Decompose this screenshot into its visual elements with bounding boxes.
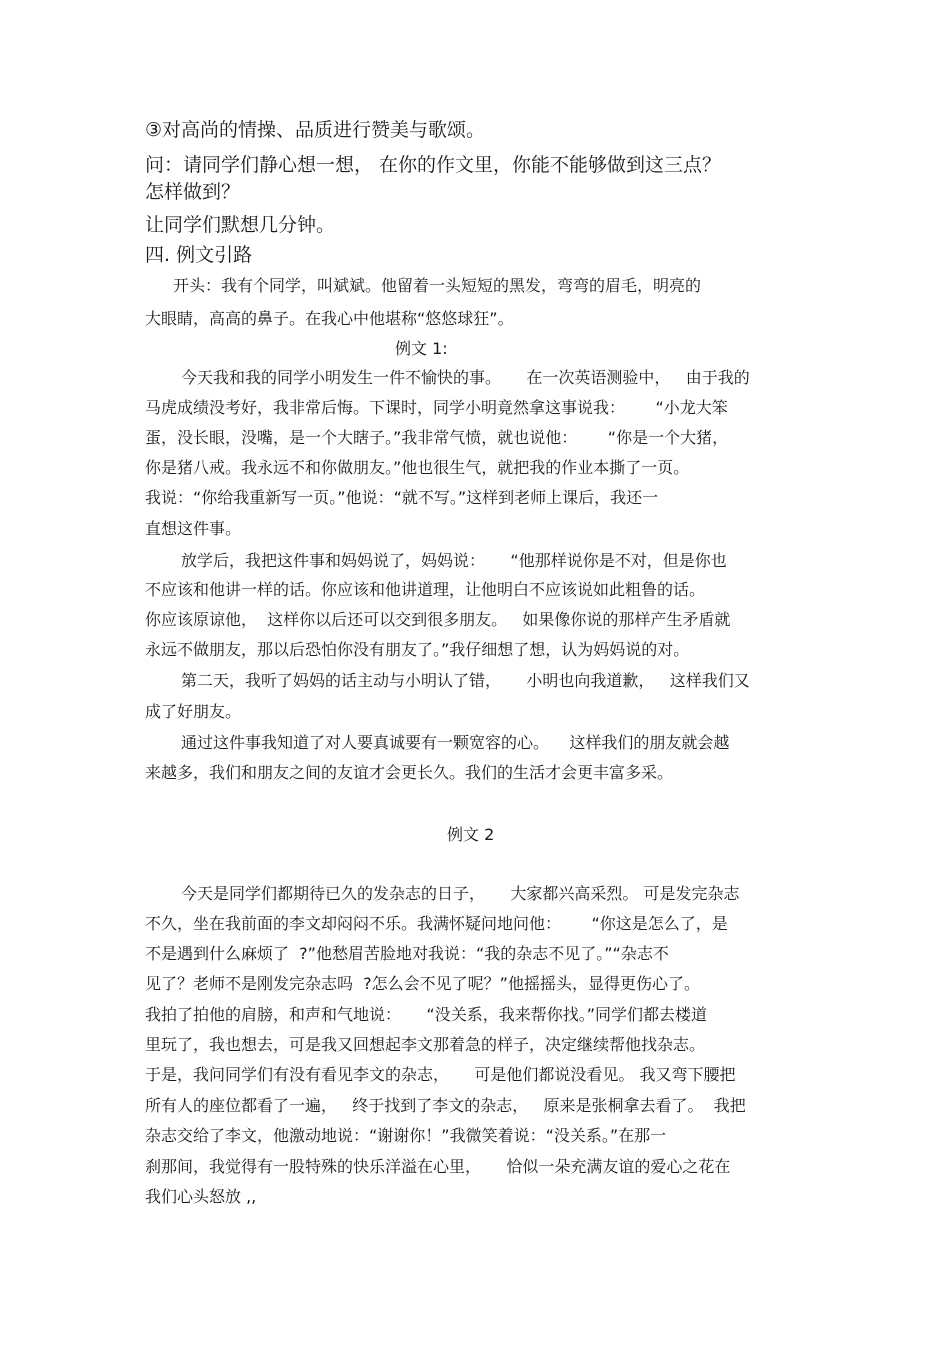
example-2-title: 例文 2 <box>447 825 495 844</box>
question-line-2: 怎样做到？ <box>145 181 241 203</box>
example-1-line: 放学后，我把这件事和妈妈说了，妈妈说： “他那样说你是不对，但是你也 <box>181 551 727 570</box>
opening-line: 开头：我有个同学，叫斌斌。他留着一头短短的黑发，弯弯的眉毛，明亮的 <box>173 276 702 295</box>
example-1-line: 你是猪八戒。我永远不和你做朋友。”他也很生气，就把我的作业本撕了一页。 <box>145 458 690 477</box>
example-1-line: 第二天，我听了妈妈的话主动与小明认了错， 小明也向我道歉， 这样我们又 <box>181 671 750 690</box>
example-1-line: 通过这件事我知道了对人要真诚要有一颗宽容的心。 这样我们的朋友就会越 <box>181 733 730 752</box>
example-2-line: 我们心头怒放 ,, <box>145 1187 257 1206</box>
example-1-line: 永远不做朋友，那以后恐怕你没有朋友了。”我仔细想了想，认为妈妈说的对。 <box>145 640 690 659</box>
example-2-line: 刹那间，我觉得有一股特殊的快乐洋溢在心里， 恰似一朵充满友谊的爱心之花在 <box>145 1157 731 1176</box>
example-1-line: 直想这件事。 <box>145 519 242 538</box>
example-1-line: 你应该原谅他， 这样你以后还可以交到很多朋友。 如果像你说的那样产生矛盾就 <box>145 610 731 629</box>
section-title: 四. 例文引路 <box>145 244 253 266</box>
example-1-line: 来越多，我们和朋友之间的友谊才会更长久。我们的生活才会更丰富多采。 <box>145 763 674 782</box>
example-1-title: 例文 1: <box>395 339 448 358</box>
example-1-line: 今天我和我的同学小明发生一件不愉快的事。 在一次英语测验中， 由于我的 <box>181 368 750 387</box>
example-2-line: 不久，坐在我前面的李文却闷闷不乐。我满怀疑问地问他： “你这是怎么了，是 <box>145 914 728 933</box>
instruction-text: 让同学们默想几分钟。 <box>145 214 336 236</box>
example-2-line: 里玩了，我也想去，可是我又回想起李文那着急的样子，决定继续帮他找杂志。 <box>145 1035 706 1054</box>
example-2-line: 于是，我问同学们有没有看见李文的杂志， 可是他们都说没看见。 我又弯下腰把 <box>145 1065 736 1084</box>
example-2-line: 杂志交给了李文，他激动地说：“谢谢你！”我微笑着说：“没关系。”在那一 <box>145 1126 667 1145</box>
opening-line: 大眼睛，高高的鼻子。在我心中他堪称“悠悠球狂”。 <box>145 309 514 328</box>
example-2-line: 今天是同学们都期待已久的发杂志的日子， 大家都兴高采烈。 可是发完杂志 <box>181 884 740 903</box>
example-2-line: 见了？老师不是刚发完杂志吗 ?怎么会不见了呢？”他摇摇头，显得更伤心了。 <box>145 974 700 993</box>
point-3-text: ③对高尚的情操、品质进行赞美与歌颂。 <box>145 119 486 141</box>
example-2-line: 不是遇到什么麻烦了 ?”他愁眉苦脸地对我说：“我的杂志不见了。”“杂志不 <box>145 944 669 963</box>
example-1-line: 不应该和他讲一样的话。你应该和他讲道理，让他明白不应该说如此粗鲁的话。 <box>145 580 706 599</box>
example-1-line: 我说：“你给我重新写一页。”他说：“就不写。”这样到老师上课后，我还一 <box>145 488 659 507</box>
example-1-line: 蛋，没长眼，没嘴，是一个大瞎子。”我非常气愤，就也说他： “你是一个大猪， <box>145 428 729 447</box>
example-1-line: 成了好朋友。 <box>145 702 242 721</box>
example-1-line: 马虎成绩没考好，我非常后悔。下课时，同学小明竟然拿这事说我： “小龙大笨 <box>145 398 728 417</box>
example-2-line: 我拍了拍他的肩膀，和声和气地说： “没关系，我来帮你找。”同学们都去楼道 <box>145 1005 708 1024</box>
question-line-1: 问：请同学们静心想一想， 在你的作文里，你能不能够做到这三点？ <box>145 154 722 176</box>
example-2-line: 所有人的座位都看了一遍， 终于找到了李文的杂志， 原来是张桐拿去看了。 我把 <box>145 1096 746 1115</box>
